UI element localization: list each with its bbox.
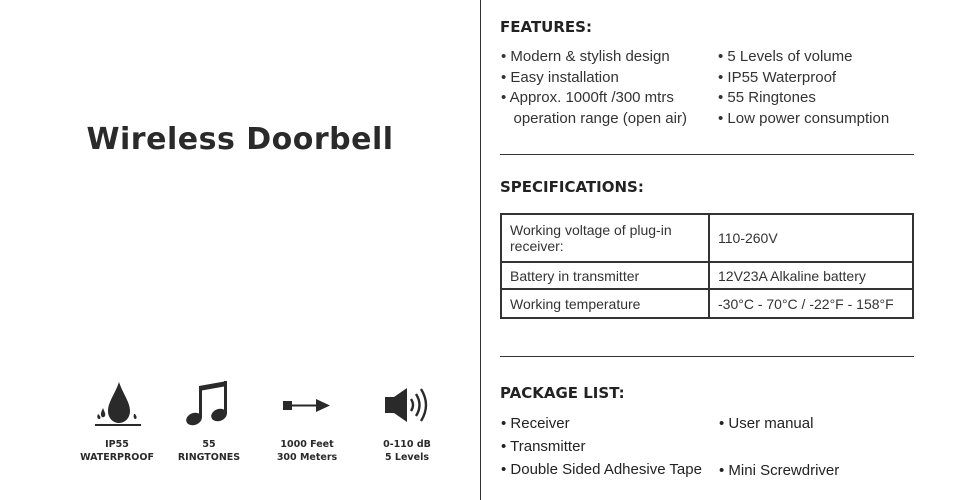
- feature-item: • 5 Levels of volume: [718, 48, 853, 65]
- package-item: • Transmitter: [501, 438, 586, 455]
- feature-item: • Low power consumption: [718, 109, 890, 127]
- feature-item: • 55 Ringtones: [718, 89, 816, 106]
- features-list-right: [718, 47, 889, 129]
- spec-value: -30°C - 70°C / -22°F - 158°F: [709, 289, 913, 318]
- icon-caption-line1: 55: [202, 439, 216, 450]
- feature-icons: [72, 378, 452, 468]
- feature-item: operation range (open air): [501, 109, 687, 127]
- feature-item: • Approx. 1000ft /300 mtrs: [501, 89, 674, 106]
- icon-waterproof: [72, 378, 162, 464]
- icon-ringtones: [164, 378, 254, 464]
- feature-item: • IP55 Waterproof: [718, 68, 837, 86]
- feature-item: • Modern & stylish design: [501, 48, 670, 65]
- icon-caption-line2: 300 Meters: [276, 452, 338, 463]
- icon-caption-line1: 1000 Feet: [280, 439, 334, 450]
- music-note-icon: [181, 378, 237, 428]
- speaker-volume-icon: [379, 378, 435, 428]
- icon-caption-line2: WATERPROOF: [80, 452, 154, 463]
- divider-features: [500, 154, 914, 155]
- features-heading: FEATURES:: [500, 18, 592, 36]
- specifications-heading: SPECIFICATIONS:: [500, 178, 644, 196]
- icon-range: [262, 378, 352, 464]
- package-item: • Receiver: [501, 415, 570, 432]
- package-item: • Double Sided Adhesive Tape: [501, 461, 702, 478]
- feature-item: • Easy installation: [501, 68, 619, 86]
- vertical-divider: [480, 0, 481, 500]
- spec-value: 110-260V: [709, 214, 913, 262]
- waterdrop-icon: [89, 378, 145, 428]
- specifications-table: [500, 213, 914, 319]
- spec-key: Working voltage of plug-in receiver:: [501, 214, 709, 262]
- package-item: • User manual: [719, 415, 814, 432]
- divider-specifications: [500, 356, 914, 357]
- icon-caption-line2: 5 Levels: [385, 452, 429, 463]
- icon-volume: [362, 378, 452, 464]
- product-title: Wireless Doorbell: [86, 122, 394, 157]
- table-row: [501, 262, 913, 289]
- table-row: [501, 214, 913, 262]
- icon-caption-line1: 0-110 dB: [383, 439, 431, 450]
- icon-caption-line2: RINGTONES: [177, 452, 241, 463]
- spec-key: Working temperature: [501, 289, 709, 318]
- spec-key: Battery in transmitter: [501, 262, 709, 289]
- package-item: • Mini Screwdriver: [719, 462, 840, 479]
- table-row: [501, 289, 913, 318]
- arrow-range-icon: [279, 378, 335, 428]
- spec-value: 12V23A Alkaline battery: [709, 262, 913, 289]
- features-list-left: [501, 47, 687, 129]
- package-heading: PACKAGE LIST:: [500, 384, 625, 402]
- icon-caption-line1: IP55: [105, 439, 129, 450]
